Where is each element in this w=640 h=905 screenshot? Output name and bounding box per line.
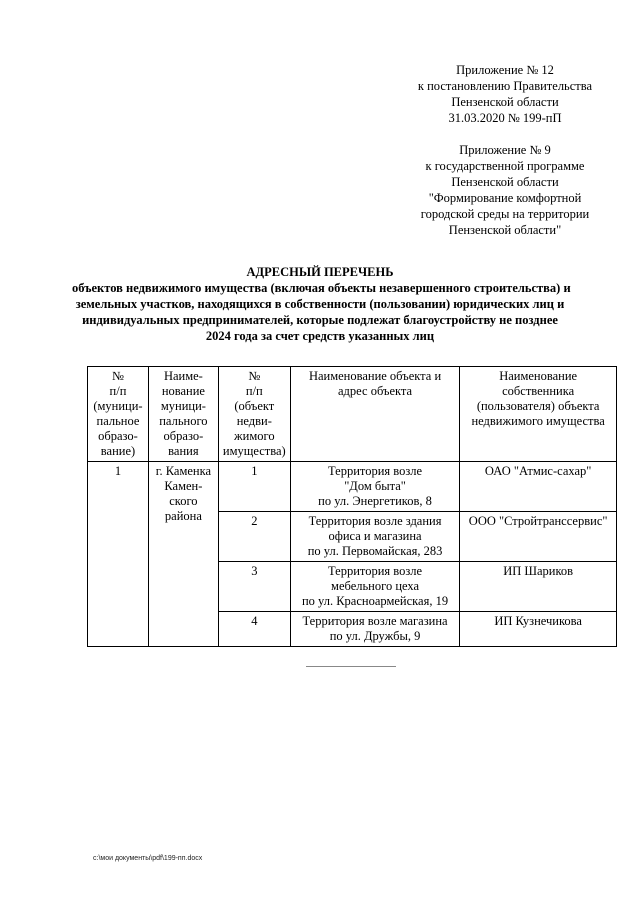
owner-cell: ИП Шариков <box>460 562 617 612</box>
address-list-table <box>87 366 617 647</box>
title-line: индивидуальных предпринимателей, которые подлежат благоустройству не позднее <box>82 313 558 327</box>
object-address-cell: Территория возле "Дом быта" по ул. Энергетиков, 8 <box>290 462 459 512</box>
object-number-cell: 3 <box>218 562 290 612</box>
object-address-cell: Территория возле магазина по ул. Дружбы, 9 <box>290 612 459 647</box>
appendix-line: 31.03.2020 № 199-пП <box>448 111 562 125</box>
header-object-name: Наименование объекта и адрес объекта <box>290 367 459 462</box>
appendix-line: к государственной программе <box>425 159 585 173</box>
object-address-cell: Территория возле здания офиса и магазина по ул. Первомайская, 283 <box>290 512 459 562</box>
header-owner: Наименование собственника (пользователя) объекта недвижимого имущества <box>460 367 617 462</box>
appendix-line: городской среды на территории <box>420 207 590 221</box>
document-title <box>72 264 571 344</box>
title-line: земельных участков, находящихся в собственности (пользовании) юридических лиц и <box>75 297 565 311</box>
title-line: объектов недвижимого имущества (включая объекты незавершенного строительства) и <box>72 281 571 295</box>
owner-cell: ООО "Стройтранссервис" <box>460 512 617 562</box>
mo-name-cell: г. Каменка Камен- ского района <box>148 462 218 647</box>
separator-line <box>306 666 396 667</box>
title-heading: АДРЕСНЫЙ ПЕРЕЧЕНЬ <box>246 265 394 279</box>
appendix-line: "Формирование комфортной <box>428 191 582 205</box>
appendix-line: Приложение № 12 <box>456 63 554 77</box>
object-number-cell: 2 <box>218 512 290 562</box>
file-path-footer: c:\мои документы\pdf\199-пп.docx <box>93 855 203 862</box>
header-mo-name: Наиме- нование муници- пального образо- вания <box>148 367 218 462</box>
appendix-line: Пензенской области" <box>448 223 562 237</box>
owner-cell: ОАО "Атмис-сахар" <box>460 462 617 512</box>
appendix-line: Приложение № 9 <box>459 143 551 157</box>
owner-cell: ИП Кузнечикова <box>460 612 617 647</box>
appendix-line: к постановлению Правительства <box>417 79 593 93</box>
table-header-row <box>88 367 617 462</box>
object-number-cell: 4 <box>218 612 290 647</box>
title-line: 2024 года за счет средств указанных лиц <box>205 329 435 343</box>
object-address-cell: Территория возле мебельного цеха по ул. Красноармейская, 19 <box>290 562 459 612</box>
table-row <box>88 462 617 512</box>
object-number-cell: 1 <box>218 462 290 512</box>
header-object-number: № п/п (объект недви- жимого имущества) <box>218 367 290 462</box>
header-mo-number: № п/п (муници- пальное образо- вание) <box>88 367 149 462</box>
appendix-9-block <box>405 142 605 238</box>
appendix-line: Пензенской области <box>451 95 559 109</box>
mo-number-cell: 1 <box>88 462 149 647</box>
appendix-line: Пензенской области <box>451 175 559 189</box>
appendix-12-block <box>405 62 605 126</box>
